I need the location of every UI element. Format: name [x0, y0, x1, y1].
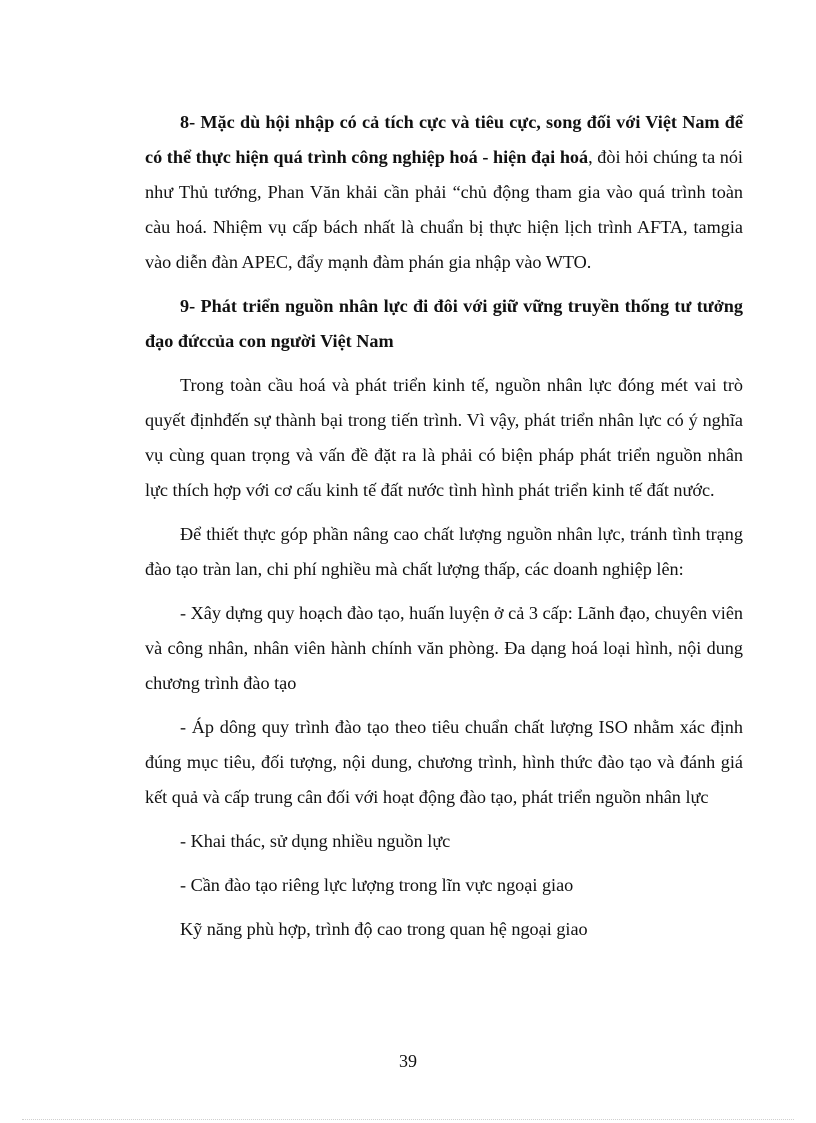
- paragraph: Kỹ năng phù hợp, trình độ cao trong quan hệ ngoại giao: [180, 919, 588, 939]
- list-item: - Cần đào tạo riêng lực lượng trong lĩn vực ngoại giao: [180, 875, 574, 895]
- section-8-text: , đòi hỏi chúng ta nói như Thủ tướng, Phan Văn khải cần phải “chủ động tham gia vào quá trình toàn càu hoá. Nhiệm vụ cấp bách nhất là chuẩn bị thực hiện lịch trình AFTA, tamgia vào diễn đàn APEC, đẩy mạnh đàm phán gia nhập vào WTO.: [145, 147, 743, 272]
- paragraph: Để thiết thực góp phần nâng cao chất lượng nguồn nhân lực, tránh tình trạng đào tạo tràn lan, chi phí nghiều mà chất lượng thấp, các doanh nghiệp lên:: [145, 524, 743, 579]
- list-item: - Xây dựng quy hoạch đào tạo, huấn luyện ở cả 3 cấp: Lãnh đạo, chuyên viên và công nhân, nhân viên hành chính văn phòng. Đa dạng hoá loại hình, nội dung chương trình đào tạo: [145, 603, 743, 693]
- list-item: - Khai thác, sử dụng nhiều nguồn lực: [180, 831, 451, 851]
- section-8-paragraph: [145, 105, 743, 280]
- section-9-heading: [145, 289, 743, 359]
- paragraph: Trong toàn cầu hoá và phát triển kinh tế, nguồn nhân lực đóng mét vai trò quyết địnhđến sự thành bại trong tiến trình. Vì vậy, phát triển nhân lực có ý nghĩa vụ cùng quan trọng và vấn đề đặt ra là phải có biện pháp phát triển nguồn nhân lực thích hợp với cơ cấu kinh tế đất nước tình hình phát triển kinh tế đất nước.: [145, 375, 743, 500]
- section-9-heading-text: 9- Phát triển nguồn nhân lực đi đôi với giữ vững truyền thống tư tưởng đạo đứccủa con người Việt Nam: [145, 296, 743, 351]
- footer-divider: [22, 1119, 794, 1120]
- section-8-bold-lead: 8- Mặc dù hội nhập có cả tích cực và tiêu cực, song đối với Việt Nam để có thể thực hiện quá trình công nghiệp hoá - hiện đại hoá: [145, 112, 743, 167]
- list-item: - Áp dông quy trình đào tạo theo tiêu chuẩn chất lượng ISO nhằm xác định đúng mục tiêu, đối tượng, nội dung, chương trình, hình thức đào tạo và đánh giá kết quả và cấp trung cân đối với hoạt động đào tạo, phát triển nguồn nhân lực: [145, 717, 743, 807]
- page-number: 39: [399, 1051, 417, 1071]
- page-body: [145, 105, 743, 956]
